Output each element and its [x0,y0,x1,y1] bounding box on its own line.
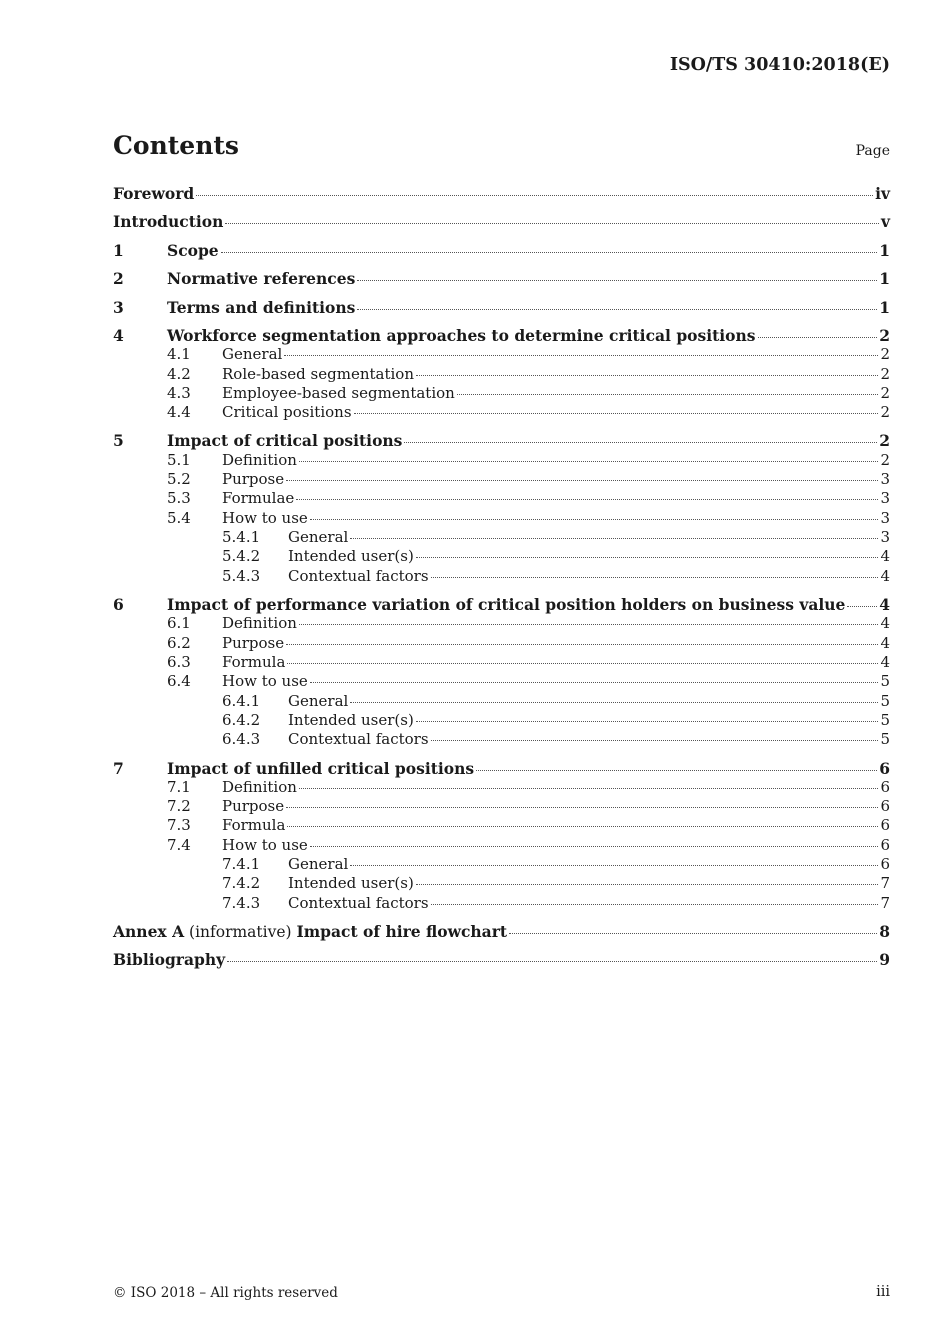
dot-leader [354,413,879,414]
toc-entry-page: 4 [880,547,890,565]
toc-entry-5-4[interactable] [113,509,890,528]
toc-entry-number: 2 [113,269,124,288]
dot-leader [310,682,879,683]
toc-entry-7-2[interactable] [113,797,890,816]
toc-entry-page: 2 [880,365,890,383]
toc-entry-page: 6 [880,816,890,834]
toc-entry-5[interactable] [113,431,890,450]
toc-entry-page: 7 [880,874,890,892]
dot-leader [431,577,879,578]
toc-entry-4[interactable] [113,326,890,345]
page-number: iii [876,1284,890,1300]
toc-entry-number: 7.4.2 [222,874,261,892]
toc-entry-title: Contextual factors [288,730,429,748]
toc-entry-page: v [880,212,890,231]
toc-entry-number: 4.4 [167,403,191,421]
toc-entry-6-3[interactable] [113,653,890,672]
dot-leader [299,461,879,462]
toc-entry-5-4-2[interactable] [113,547,890,566]
toc-entry-page: 1 [879,298,890,317]
toc-entry-5-4-1[interactable] [113,528,890,547]
toc-entry-title: Definition [222,778,297,796]
toc-entry-number: 6.1 [167,614,191,632]
toc-entry-title: Impact of unfilled critical positions [167,759,475,778]
toc-entry-7-4-2[interactable] [113,874,890,893]
toc-entry-page: 2 [880,345,890,363]
dot-leader [758,337,878,338]
dot-leader [286,480,878,481]
toc-entry-6-1[interactable] [113,614,890,633]
toc-entry-number: 6.2 [167,634,191,652]
toc-entry-title: Formula [222,816,286,834]
toc-entry-title: Contextual factors [288,567,429,585]
copyright-notice: © ISO 2018 – All rights reserved [113,1285,338,1301]
toc-entry-page: 5 [880,672,890,690]
dot-leader [431,904,879,905]
toc-entry-title: General [288,855,349,873]
dot-leader [457,394,879,395]
toc-entry-title: Impact of performance variation of critical position holders on business value [167,595,846,614]
dot-leader [299,788,879,789]
toc-entry-page: 3 [880,489,890,507]
toc-entry-title: Terms and definitions [167,298,356,317]
toc-entry-number: 6.3 [167,653,191,671]
toc-entry-4-3[interactable] [113,384,890,403]
toc-entry-title: Foreword [113,184,195,203]
dot-leader [221,252,878,253]
toc-entry-7-1[interactable] [113,778,890,797]
toc-entry-title: Contextual factors [288,894,429,912]
contents-title: Contents [113,131,240,160]
dot-leader [299,624,879,625]
toc-entry-7-4[interactable] [113,836,890,855]
toc-entry-page: 4 [880,567,890,585]
toc-entry-title: Bibliography [113,950,226,969]
toc-entry-title: Employee-based segmentation [222,384,455,402]
toc-entry-7[interactable] [113,759,890,778]
toc-entry-page: 2 [880,451,890,469]
toc-entry-6-4-1[interactable] [113,692,890,711]
dot-leader [196,195,873,196]
dot-leader [296,499,878,500]
toc-entry-title: Purpose [222,797,285,815]
toc-entry-number: 1 [113,241,124,260]
toc-entry-title: Intended user(s) [288,711,414,729]
toc-entry-number: 5.4 [167,509,191,527]
toc-entry-title: How to use [222,509,308,527]
toc-entry-page: 4 [880,614,890,632]
toc-entry-number: 6.4.1 [222,692,261,710]
toc-entry-number: 4.3 [167,384,191,402]
toc-entry-bibliography[interactable] [113,950,890,969]
toc-entry-page: 3 [880,528,890,546]
toc-entry-title: Normative references [167,269,356,288]
toc-entry-title: Impact of critical positions [167,431,403,450]
toc-entry-number: 5.4.3 [222,567,261,585]
toc-entry-page: 5 [880,730,890,748]
toc-entry-number: 7.2 [167,797,191,815]
toc-entry-5-4-3[interactable] [113,567,890,586]
toc-entry-number: 5.4.2 [222,547,261,565]
toc-entry-title: Role-based segmentation [222,365,414,383]
toc-entry-title: Intended user(s) [288,874,414,892]
toc-entry-1[interactable] [113,241,890,260]
toc-entry-number: 6.4.2 [222,711,261,729]
toc-entry-6[interactable] [113,595,890,614]
toc-entry-page: 6 [880,836,890,854]
toc-entry-introduction[interactable] [113,212,890,231]
toc-entry-number: 6.4 [167,672,191,690]
dot-leader [350,538,878,539]
annex-type: (informative) [184,923,297,941]
toc-entry-5-1[interactable] [113,451,890,470]
dot-leader [286,644,878,645]
toc-entry-title: Workforce segmentation approaches to determine critical positions [167,326,756,345]
toc-entry-number: 7.4.3 [222,894,261,912]
toc-entry-page: 2 [879,326,890,345]
toc-entry-page: 6 [880,797,890,815]
toc-entry-number: 7 [113,759,124,778]
dot-leader [847,606,877,607]
dot-leader [286,807,878,808]
toc-entry-2[interactable] [113,269,890,288]
toc-entry-title: General [288,692,349,710]
toc-entry-title: Formula [222,653,286,671]
toc-entry-page: 3 [880,509,890,527]
dot-leader [287,826,878,827]
toc-entry-page: 5 [880,692,890,710]
toc-entry-page: 6 [880,778,890,796]
dot-leader [350,865,878,866]
dot-leader [416,721,879,722]
dot-leader [357,309,877,310]
toc-entry-title: Purpose [222,634,285,652]
toc-entry-number: 7.3 [167,816,191,834]
annex-label: Annex A [113,922,185,941]
toc-entry-6-4[interactable] [113,672,890,691]
dot-leader [227,961,877,962]
toc-entry-title: Scope [167,241,219,260]
toc-entry-page: 5 [880,711,890,729]
toc-entry-page: 9 [879,950,890,969]
toc-entry-page: 8 [879,922,890,941]
toc-entry-number: 5 [113,431,124,450]
dot-leader [416,884,879,885]
toc-entry-number: 7.4.1 [222,855,261,873]
toc-entry-page: 3 [880,470,890,488]
dot-leader [225,223,879,224]
toc-entry-number: 7.4 [167,836,191,854]
dot-leader [476,770,877,771]
toc-entry-page: 2 [880,403,890,421]
toc-entry-6-4-2[interactable] [113,711,890,730]
dot-leader [509,933,877,934]
toc-entry-page: 1 [879,269,890,288]
dot-leader [310,846,879,847]
toc-entry-number: 4.1 [167,345,191,363]
toc-entry-4-1[interactable] [113,345,890,364]
toc-entry-number: 6 [113,595,124,614]
toc-entry-3[interactable] [113,298,890,317]
toc-entry-number: 5.1 [167,451,191,469]
dot-leader [416,557,879,558]
toc-entry-page: 6 [880,855,890,873]
toc-entry-title: Critical positions [222,403,352,421]
toc-entry-page: 2 [879,431,890,450]
toc-entry-annex-a[interactable] [113,922,890,942]
toc-entry-title: General [222,345,283,363]
dot-leader [350,702,878,703]
toc-entry-page: 1 [879,241,890,260]
toc-entry-title: Definition [222,614,297,632]
toc-entry-title: How to use [222,672,308,690]
toc-entry-number: 7.1 [167,778,191,796]
dot-leader [416,375,878,376]
toc-entry-title: General [288,528,349,546]
toc-entry-6-4-3[interactable] [113,730,890,749]
toc-entry-page: 4 [880,634,890,652]
toc-entry-title: Intended user(s) [288,547,414,565]
toc-entry-4-4[interactable] [113,403,890,422]
toc-entry-title: Definition [222,451,297,469]
toc-entry-7-3[interactable] [113,816,890,835]
toc-entry-page: 7 [880,894,890,912]
toc-entry-title: How to use [222,836,308,854]
document-id: ISO/TS 30410:2018(E) [669,55,890,75]
toc-entry-title: Formulae [222,489,295,507]
dot-leader [310,519,879,520]
dot-leader [284,355,878,356]
dot-leader [404,442,877,443]
toc-entry-number: 4.2 [167,365,191,383]
page-column-label: Page [855,143,890,159]
toc-entry-page: 4 [879,595,890,614]
toc-entry-5-2[interactable] [113,470,890,489]
toc-entry-7-4-3[interactable] [113,894,890,913]
dot-leader [287,663,878,664]
dot-leader [431,740,879,741]
toc-entry-4-2[interactable] [113,365,890,384]
toc-entry-page: 4 [880,653,890,671]
dot-leader [357,280,877,281]
toc-entry-page: iv [875,184,890,203]
toc-entry-page: 6 [879,759,890,778]
toc-entry-number: 5.2 [167,470,191,488]
toc-entry-title: Introduction [113,212,224,231]
toc-entry-page: 2 [880,384,890,402]
toc-entry-foreword[interactable] [113,184,890,203]
toc-entry-number: 4 [113,326,124,345]
toc-entry-number: 6.4.3 [222,730,261,748]
toc-entry-6-2[interactable] [113,634,890,653]
toc-entry-number: 3 [113,298,124,317]
toc-entry-title: Impact of hire flowchart [296,922,508,941]
toc-entry-7-4-1[interactable] [113,855,890,874]
toc-entry-title: Purpose [222,470,285,488]
toc-entry-number: 5.4.1 [222,528,261,546]
toc-entry-number: 5.3 [167,489,191,507]
toc-entry-5-3[interactable] [113,489,890,508]
